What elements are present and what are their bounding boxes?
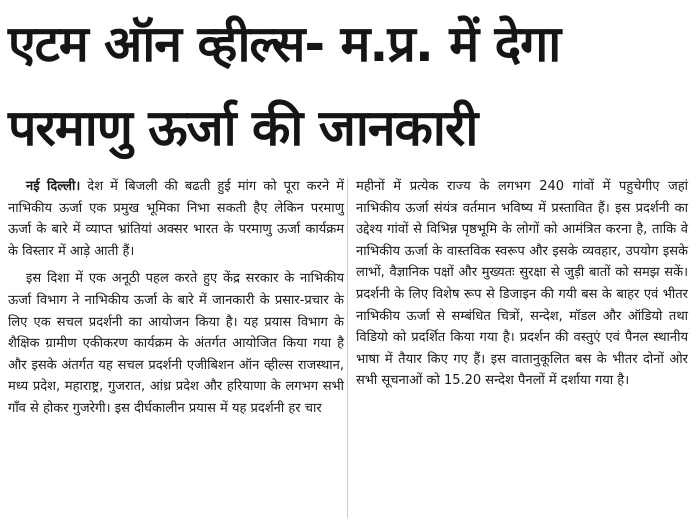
article-column-left xyxy=(8,176,344,426)
headline-line-2: परमाणु ऊर्जा की जानकारी xyxy=(8,99,478,157)
article-column-right xyxy=(356,176,688,398)
dateline: नई दिल्ली। xyxy=(26,179,81,194)
headline xyxy=(8,2,688,170)
headline-line-1: एटम ऑन व्हील्स- म.प्र. में देगा xyxy=(8,15,561,73)
article-paragraph-1 xyxy=(8,176,344,262)
article-paragraph-3: महीनों में प्रत्येक राज्य के लगभग 240 गांवों में पहुचेगीए जहां नाभिकीय ऊर्जा संयंत्र वर्तमान भविष्य में प्रस्तावित हैं। इस प्रदर्शनी का उद्देश्य गांवों से विभिन्न पृष्ठभूमि के लोगों को आमंत्रित करना है, ताकि वे नाभिकीय ऊर्जा के वास्तविक स्वरूप और इसके व्यवहार, उपयोग इसके लाभों, वैज्ञानिक पक्षों और मुख्यतः सुरक्षा से जुड़ी बातों को समझ सकें। प्रदर्शनी के लिए विशेष रूप से डिजाइन की गयी बस के बाहर एवं भीतर नाभिकीय ऊर्जा से सम्बंधित चित्रों, सन्देश, मॉडल और ऑडियो तथा विडियो को प्रदर्शित किया गया है। प्रदर्शन की वस्तुएं एवं पैनल स्थानीय भाषा में तैयार किए गए हैं। इस वातानुकूलित बस के भीतर दोनों ओर सभी सूचनाओं को 15.20 सन्देश पैनलों में दर्शाया गया है। xyxy=(356,179,688,389)
article-paragraph-1-text: देश में बिजली की बढती हुई मांग को पूरा करने में नाभिकीय ऊर्जा एक प्रमुख भूमिका निभा सकती हैए लेकिन परमाणु ऊर्जा के बारे में व्याप्त भ्रांतियां अक्सर भारत के परमाणु ऊर्जा कार्यक्रम के विस्तार में आड़े आती हैं। xyxy=(8,179,344,259)
column-divider xyxy=(347,178,348,518)
article-paragraph-2: इस दिशा में एक अनूठी पहल करते हुए केंद्र सरकार के नाभिकीय ऊर्जा विभाग ने नाभिकीय ऊर्जा के बारे में जानकारी के प्रसार-प्रचार के लिए एक सचल प्रदर्शनी का आयोजन किया है। यह प्रयास विभाग के शैक्षिक ग्रामीण एकीकरण कार्यक्रम के अंतर्गत आयोजित किया गया है और इसके अंतर्गत यह सचल प्रदर्शनी एजीबिशन ऑन व्हील्स राजस्थान, मध्य प्रदेश, महाराष्ट्र, गुजरात, आंध्र प्रदेश और हरियाणा के लगभग सभी गाँव से होकर गुजरेगी। इस दीर्घकालीन प्रयास में यह प्रदर्शनी हर चार xyxy=(8,271,344,416)
